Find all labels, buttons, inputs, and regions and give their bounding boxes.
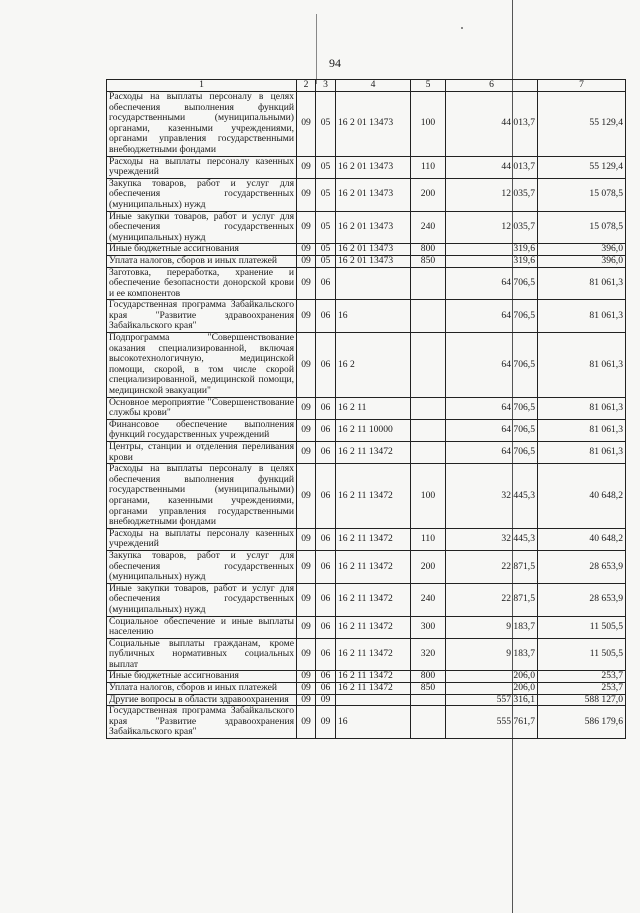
row-section: 09 (297, 442, 316, 464)
row-section: 09 (297, 255, 316, 267)
row-amount-year2: 55 129,4 (538, 92, 626, 157)
row-target-article: 16 (336, 706, 411, 739)
row-amount-year2: 588 127,0 (538, 694, 626, 706)
row-expense-type: 110 (411, 156, 446, 178)
row-subsection: 05 (316, 255, 336, 267)
row-subsection: 05 (316, 244, 336, 256)
row-amount-year2: 81 061,3 (538, 300, 626, 333)
row-amount-year1: 206,0 (446, 683, 538, 695)
row-name: Государственная программа Забайкальского края "Развитие здравоохранения Забайкальского края" (107, 706, 297, 739)
row-section: 09 (297, 211, 316, 244)
row-name: Основное мероприятие "Совершенствование службы крови" (107, 397, 297, 419)
row-subsection: 06 (316, 671, 336, 683)
row-subsection: 06 (316, 550, 336, 583)
table-row (107, 211, 626, 244)
table-row (107, 300, 626, 333)
row-section: 09 (297, 616, 316, 638)
row-target-article: 16 (336, 300, 411, 333)
row-subsection: 06 (316, 528, 336, 550)
row-target-article: 16 2 11 13472 (336, 442, 411, 464)
row-expense-type (411, 706, 446, 739)
row-expense-type: 110 (411, 528, 446, 550)
row-section: 09 (297, 671, 316, 683)
row-subsection: 06 (316, 616, 336, 638)
row-target-article: 16 2 (336, 333, 411, 398)
row-name: Социальные выплаты гражданам, кроме публичных нормативных социальных выплат (107, 638, 297, 671)
table-row (107, 528, 626, 550)
table-row (107, 244, 626, 256)
table-row (107, 178, 626, 211)
row-section: 09 (297, 244, 316, 256)
table-row (107, 156, 626, 178)
col-header: 3 (316, 80, 336, 92)
row-target-article: 16 2 11 13472 (336, 683, 411, 695)
row-expense-type: 200 (411, 550, 446, 583)
row-expense-type: 800 (411, 671, 446, 683)
row-target-article: 16 2 01 13473 (336, 255, 411, 267)
row-subsection: 06 (316, 267, 336, 300)
row-amount-year1: 319,6 (446, 244, 538, 256)
row-target-article: 16 2 11 13472 (336, 671, 411, 683)
row-expense-type: 320 (411, 638, 446, 671)
table-row (107, 550, 626, 583)
row-target-article: 16 2 11 (336, 397, 411, 419)
table-row (107, 92, 626, 157)
row-subsection: 06 (316, 638, 336, 671)
row-amount-year2: 81 061,3 (538, 397, 626, 419)
row-subsection: 05 (316, 211, 336, 244)
row-target-article: 16 2 01 13473 (336, 92, 411, 157)
row-target-article: 16 2 01 13473 (336, 244, 411, 256)
row-target-article (336, 694, 411, 706)
row-target-article: 16 2 11 13472 (336, 616, 411, 638)
row-section: 09 (297, 694, 316, 706)
row-amount-year1: 44 013,7 (446, 156, 538, 178)
row-amount-year2: 40 648,2 (538, 528, 626, 550)
row-section: 09 (297, 156, 316, 178)
page-number: 94 (329, 56, 341, 70)
row-expense-type (411, 267, 446, 300)
row-name: Иные закупки товаров, работ и услуг для обеспечения государственных (муниципальных) нужд (107, 211, 297, 244)
row-expense-type: 100 (411, 464, 446, 529)
row-subsection: 09 (316, 694, 336, 706)
row-expense-type (411, 397, 446, 419)
budget-table (106, 79, 626, 739)
table-row (107, 333, 626, 398)
row-name: Иные бюджетные ассигнования (107, 244, 297, 256)
row-section: 09 (297, 267, 316, 300)
row-amount-year1: 22 871,5 (446, 550, 538, 583)
row-expense-type: 240 (411, 211, 446, 244)
table-row (107, 464, 626, 529)
row-subsection: 05 (316, 178, 336, 211)
col-header: 7 (538, 80, 626, 92)
row-section: 09 (297, 178, 316, 211)
row-expense-type (411, 300, 446, 333)
row-amount-year2: 15 078,5 (538, 178, 626, 211)
row-amount-year1: 32 445,3 (446, 464, 538, 529)
row-name: Уплата налогов, сборов и иных платежей (107, 683, 297, 695)
row-section: 09 (297, 92, 316, 157)
row-name: Закупка товаров, работ и услуг для обеспечения государственных (муниципальных) нужд (107, 178, 297, 211)
row-subsection: 09 (316, 706, 336, 739)
row-target-article: 16 2 01 13473 (336, 211, 411, 244)
row-section: 09 (297, 333, 316, 398)
row-name: Финансовое обеспечение выполнения функций государственных учреждений (107, 419, 297, 441)
row-target-article: 16 2 11 13472 (336, 583, 411, 616)
row-target-article: 16 2 11 10000 (336, 419, 411, 441)
row-subsection: 06 (316, 464, 336, 529)
table-row (107, 616, 626, 638)
scan-pencil-line (316, 14, 317, 84)
table-row (107, 255, 626, 267)
table-row (107, 419, 626, 441)
row-amount-year2: 28 653,9 (538, 550, 626, 583)
row-amount-year2: 81 061,3 (538, 442, 626, 464)
row-name: Социальное обеспечение и иные выплаты населению (107, 616, 297, 638)
row-name: Иные закупки товаров, работ и услуг для обеспечения государственных (муниципальных) нужд (107, 583, 297, 616)
row-section: 09 (297, 419, 316, 441)
row-subsection: 06 (316, 397, 336, 419)
row-target-article: 16 2 01 13473 (336, 156, 411, 178)
row-amount-year1: 64 706,5 (446, 419, 538, 441)
row-subsection: 05 (316, 156, 336, 178)
row-expense-type: 200 (411, 178, 446, 211)
row-section: 09 (297, 706, 316, 739)
row-target-article: 16 2 11 13472 (336, 464, 411, 529)
col-header: 4 (336, 80, 411, 92)
row-section: 09 (297, 638, 316, 671)
row-subsection: 06 (316, 419, 336, 441)
row-amount-year1: 9 183,7 (446, 638, 538, 671)
row-expense-type (411, 694, 446, 706)
row-amount-year1: 44 013,7 (446, 92, 538, 157)
row-amount-year1: 206,0 (446, 671, 538, 683)
row-amount-year1: 64 706,5 (446, 333, 538, 398)
row-subsection: 06 (316, 583, 336, 616)
table-row (107, 267, 626, 300)
row-amount-year2: 81 061,3 (538, 419, 626, 441)
row-amount-year2: 396,0 (538, 255, 626, 267)
row-name: Закупка товаров, работ и услуг для обеспечения государственных (муниципальных) нужд (107, 550, 297, 583)
row-amount-year1: 9 183,7 (446, 616, 538, 638)
row-amount-year1: 32 445,3 (446, 528, 538, 550)
row-expense-type: 850 (411, 255, 446, 267)
row-expense-type (411, 442, 446, 464)
row-name: Расходы на выплаты персоналу казенных учреждений (107, 156, 297, 178)
row-name: Расходы на выплаты персоналу в целях обеспечения выполнения функций государственными (муниципальными) органами, казенными учреждениями, органами управления государственными внебюджетными фондами (107, 464, 297, 529)
row-amount-year1: 64 706,5 (446, 267, 538, 300)
table-row (107, 683, 626, 695)
row-name: Государственная программа Забайкальского края "Развитие здравоохранения Забайкальского края" (107, 300, 297, 333)
row-expense-type (411, 419, 446, 441)
row-subsection: 05 (316, 92, 336, 157)
row-section: 09 (297, 583, 316, 616)
row-name: Подпрограмма "Совершенствование оказания специализированной, включая высокотехнологичную, медицинской помощи, скорой, в том числе скорой специализированной, медицинской помощи, медицинской эвакуации" (107, 333, 297, 398)
row-subsection: 06 (316, 442, 336, 464)
table-row (107, 706, 626, 739)
row-target-article (336, 267, 411, 300)
table-row (107, 694, 626, 706)
col-header: 2 (297, 80, 316, 92)
row-amount-year2: 28 653,9 (538, 583, 626, 616)
row-amount-year1: 12 035,7 (446, 211, 538, 244)
row-expense-type (411, 333, 446, 398)
header-row (107, 80, 626, 92)
row-name: Другие вопросы в области здравоохранения (107, 694, 297, 706)
row-amount-year1: 22 871,5 (446, 583, 538, 616)
row-amount-year2: 396,0 (538, 244, 626, 256)
row-amount-year2: 586 179,6 (538, 706, 626, 739)
row-name: Центры, станции и отделения переливания крови (107, 442, 297, 464)
row-name: Расходы на выплаты персоналу в целях обеспечения выполнения функций государственными (муниципальными) органами, казенными учреждениями, органами управления государственными внебюджетными фондами (107, 92, 297, 157)
row-target-article: 16 2 01 13473 (336, 178, 411, 211)
row-amount-year1: 64 706,5 (446, 300, 538, 333)
row-amount-year1: 12 035,7 (446, 178, 538, 211)
table-row (107, 442, 626, 464)
row-section: 09 (297, 550, 316, 583)
table-row (107, 397, 626, 419)
row-name: Уплата налогов, сборов и иных платежей (107, 255, 297, 267)
row-expense-type: 300 (411, 616, 446, 638)
row-section: 09 (297, 528, 316, 550)
col-header: 1 (107, 80, 297, 92)
scan-speck (461, 27, 463, 29)
row-expense-type: 240 (411, 583, 446, 616)
row-name: Расходы на выплаты персоналу казенных учреждений (107, 528, 297, 550)
row-amount-year2: 40 648,2 (538, 464, 626, 529)
row-section: 09 (297, 464, 316, 529)
row-name: Иные бюджетные ассигнования (107, 671, 297, 683)
row-subsection: 06 (316, 300, 336, 333)
row-expense-type: 800 (411, 244, 446, 256)
row-amount-year2: 81 061,3 (538, 267, 626, 300)
row-amount-year2: 11 505,5 (538, 616, 626, 638)
row-expense-type: 850 (411, 683, 446, 695)
row-amount-year2: 15 078,5 (538, 211, 626, 244)
row-amount-year1: 555 761,7 (446, 706, 538, 739)
row-target-article: 16 2 11 13472 (336, 638, 411, 671)
col-header: 6 (446, 80, 538, 92)
row-subsection: 06 (316, 333, 336, 398)
table-row (107, 583, 626, 616)
table-row (107, 638, 626, 671)
row-section: 09 (297, 397, 316, 419)
row-section: 09 (297, 300, 316, 333)
row-subsection: 06 (316, 683, 336, 695)
row-target-article: 16 2 11 13472 (336, 528, 411, 550)
row-amount-year2: 253,7 (538, 671, 626, 683)
row-amount-year2: 55 129,4 (538, 156, 626, 178)
row-name: Заготовка, переработка, хранение и обеспечение безопасности донорской крови и ее компонентов (107, 267, 297, 300)
row-section: 09 (297, 683, 316, 695)
row-amount-year1: 557 316,1 (446, 694, 538, 706)
row-target-article: 16 2 11 13472 (336, 550, 411, 583)
row-amount-year2: 253,7 (538, 683, 626, 695)
row-amount-year1: 64 706,5 (446, 442, 538, 464)
table-row (107, 671, 626, 683)
row-amount-year2: 11 505,5 (538, 638, 626, 671)
row-amount-year1: 64 706,5 (446, 397, 538, 419)
row-expense-type: 100 (411, 92, 446, 157)
row-amount-year1: 319,6 (446, 255, 538, 267)
col-header: 5 (411, 80, 446, 92)
row-amount-year2: 81 061,3 (538, 333, 626, 398)
